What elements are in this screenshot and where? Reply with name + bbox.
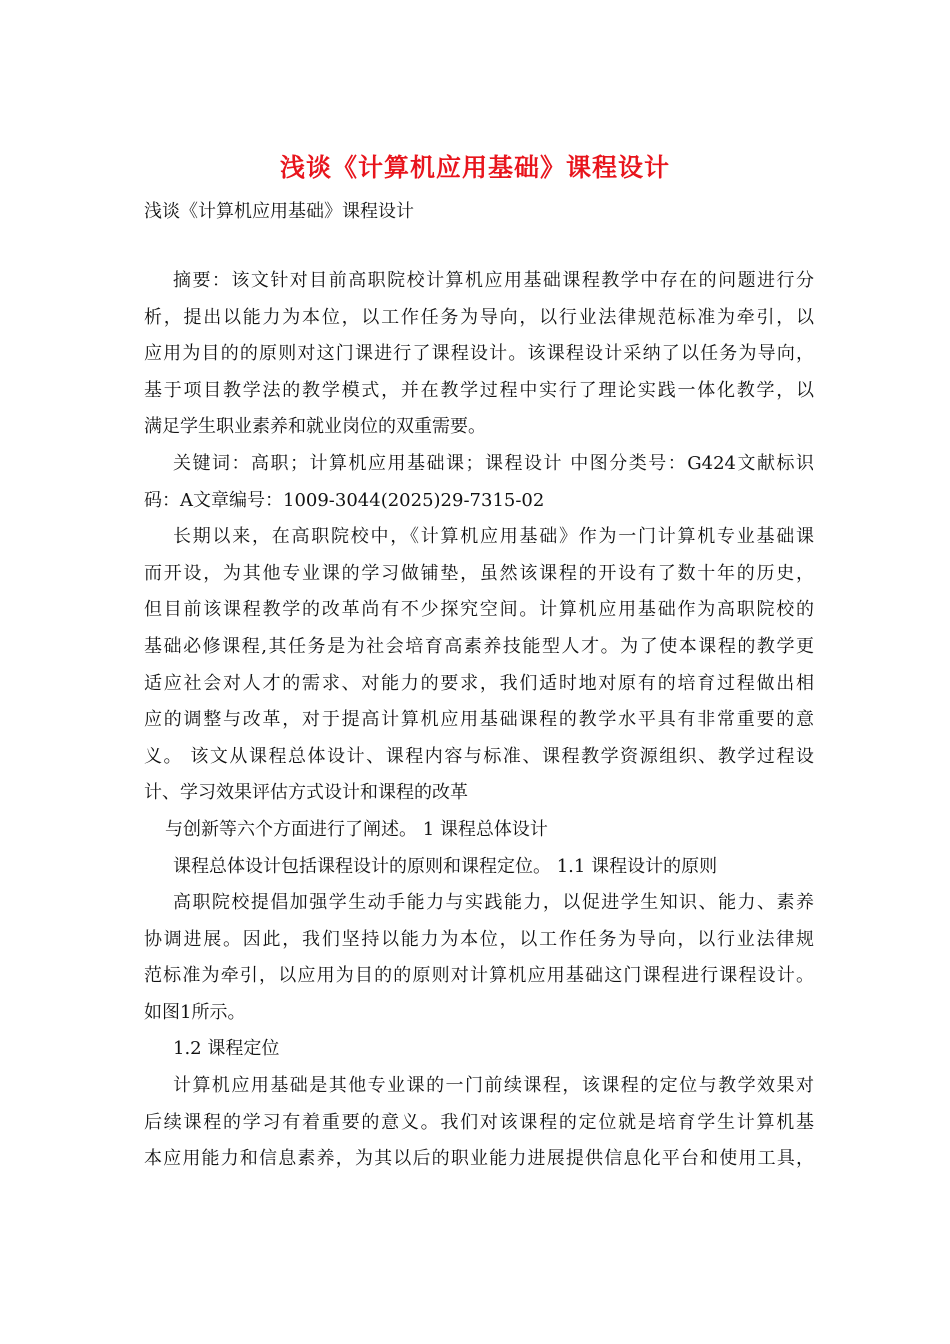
text-line: 满足学生职业素养和就业岗位的双重需要。 — [144, 416, 486, 438]
text-line: 而开设，为其他专业课的学习做铺垫，虽然该课程的开设有了数十年的历史， — [144, 562, 814, 584]
text-line: 码：A文章编号：1009-3044(2025)29-7315-02 — [144, 489, 545, 511]
text-line: 课程总体设计包括课程设计的原则和课程定位。 1.1 课程设计的原则 — [173, 855, 718, 877]
text-line: 协调进展。因此，我们坚持以能力为本位，以工作任务为导向，以行业法律规 — [144, 928, 814, 950]
text-line: 计算机应用基础是其他专业课的一门前续课程，该课程的定位与教学效果对 — [173, 1075, 814, 1097]
document-title: 浅谈《计算机应用基础》课程设计 — [279, 153, 670, 182]
text-line: 关键词：高职；计算机应用基础课；课程设计 中图分类号：G424文献标识 — [173, 452, 814, 474]
text-line: 应用为目的的原则对这门课进行了课程设计。该课程设计采纳了以任务为导向， — [144, 343, 814, 365]
text-line: 本应用能力和信息素养，为其以后的职业能力进展提供信息化平台和使用工具， — [144, 1148, 814, 1170]
document-body — [144, 263, 814, 1178]
text-line: 基础必修课程,其任务是为社会培育高素养技能型人才。为了使本课程的教学更 — [144, 635, 814, 657]
text-line: 应的调整与改革，对于提高计算机应用基础课程的教学水平具有非常重要的意 — [144, 709, 814, 731]
text-line: 与创新等六个方面进行了阐述。 1 课程总体设计 — [165, 818, 548, 840]
text-line: 适应社会对人才的需求、对能力的要求，我们适时地对原有的培育过程做出相 — [144, 672, 814, 694]
text-line: 后续课程的学习有着重要的意义。我们对该课程的定位就是培育学生计算机基 — [144, 1111, 814, 1133]
text-line: 长期以来，在高职院校中，《计算机应用基础》作为一门计算机专业基础课 — [173, 526, 814, 548]
text-line: 义。 该文从课程总体设计、课程内容与标准、课程教学资源组织、教学过程设 — [144, 745, 814, 767]
text-line: 析，提出以能力为本位，以工作任务为导向，以行业法律规范标准为牵引，以 — [144, 306, 814, 328]
text-line: 计、学习效果评估方式设计和课程的改革 — [144, 782, 468, 804]
text-line: 但目前该课程教学的改革尚有不少探究空间。计算机应用基础作为高职院校的 — [144, 599, 814, 621]
text-line: 1.2 课程定位 — [173, 1038, 280, 1060]
document-subtitle: 浅谈《计算机应用基础》课程设计 — [144, 201, 414, 222]
text-line: 高职院校提倡加强学生动手能力与实践能力，以促进学生知识、能力、素养 — [173, 892, 814, 914]
text-line: 摘要：该文针对目前高职院校计算机应用基础课程教学中存在的问题进行分 — [173, 270, 814, 291]
text-line: 基于项目教学法的教学模式，并在教学过程中实行了理论实践一体化教学，以 — [144, 379, 814, 401]
text-line: 如图1所示。 — [144, 1001, 246, 1023]
text-line: 范标准为牵引，以应用为目的的原则对计算机应用基础这门课程进行课程设计。 — [144, 965, 814, 987]
